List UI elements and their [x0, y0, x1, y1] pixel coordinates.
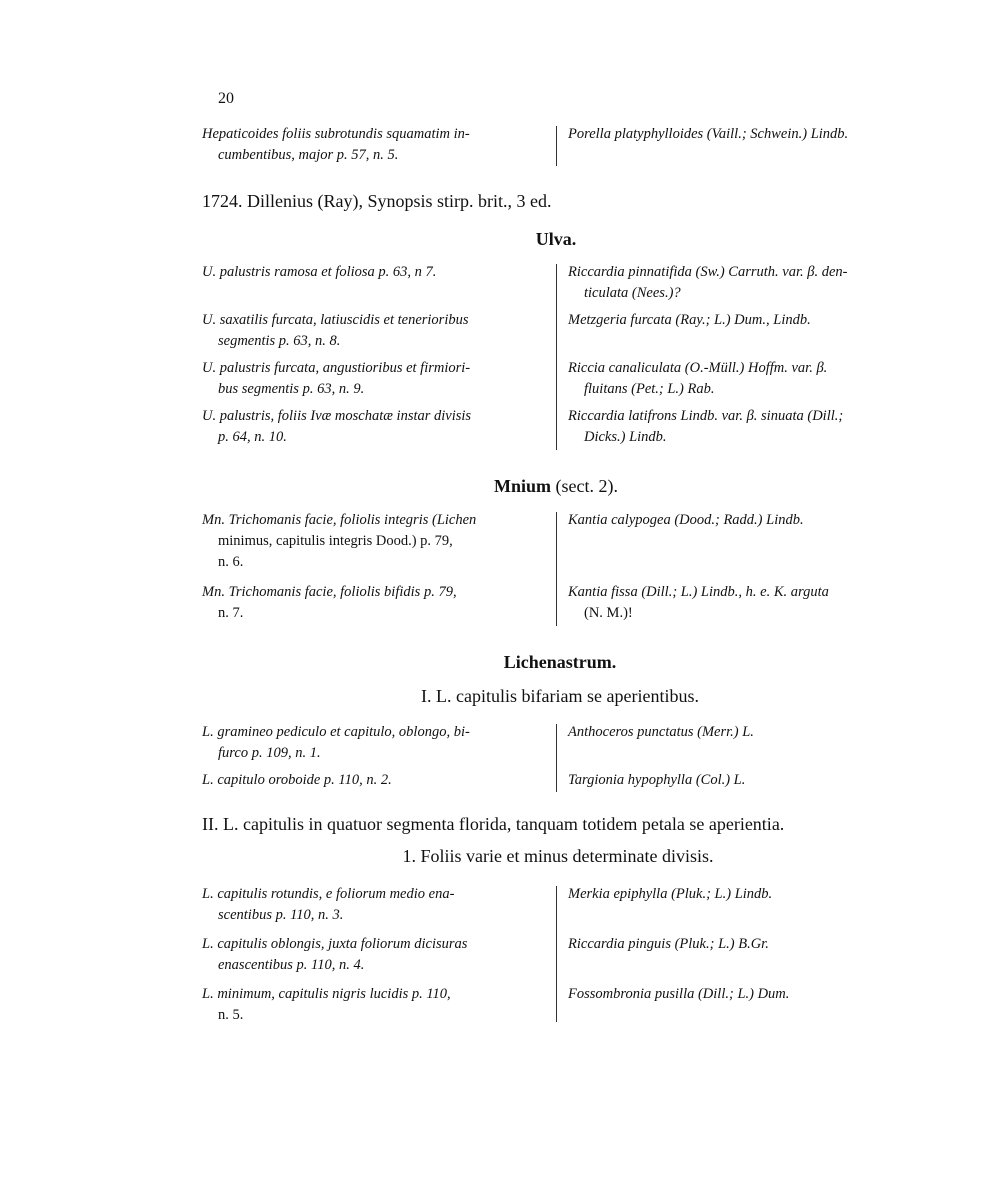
entry-text: scentibus p. 110, n. 3. [218, 907, 344, 923]
entry-left [202, 884, 552, 926]
entry-text: Riccardia pinnatifida (Sw.) Carruth. var. β. den- [568, 264, 848, 280]
entry-left [202, 984, 552, 1026]
entry-right [568, 934, 920, 955]
entry-row [202, 984, 920, 1028]
entry-left [202, 582, 552, 624]
entry-text: L. gramineo pediculo et capitulo, oblongo, bi- [202, 724, 470, 740]
entry-text: L. capitulis oblongis, juxta foliorum dicisuras [202, 936, 468, 952]
entry-row [202, 582, 920, 626]
entry-right [568, 722, 920, 743]
entry-text: Targionia hypophylla (Col.) L. [568, 772, 746, 788]
entry-left [202, 406, 552, 448]
entry-left [202, 358, 552, 400]
section-heading: 1724. Dillenius (Ray), Synopsis stirp. brit., 3 ed. [202, 191, 552, 211]
entry-text: segmentis p. 63, n. 8. [218, 333, 341, 349]
entry-text: Porella platyphylloides (Vaill.; Schwein.) Lindb. [568, 126, 849, 142]
column-divider [556, 264, 557, 450]
entry-row [202, 358, 920, 402]
entry-text: Riccia canaliculata (O.-Müll.) Hoffm. var. β. [568, 360, 828, 376]
entry-row [202, 722, 920, 766]
entry-row [202, 770, 920, 794]
entry-text: bus segmentis p. 63, n. 9. [218, 381, 365, 397]
entry-left [202, 934, 552, 976]
entry-text: Kantia fissa (Dill.; L.) Lindb., h. e. K. arguta [568, 584, 829, 600]
section-title-ulva: Ulva. [535, 229, 577, 249]
entry-text: Hepaticoides foliis subrotundis squamatim in- [202, 126, 470, 142]
entry-text: U. palustris ramosa et foliosa p. 63, n 7. [202, 264, 437, 280]
entry-text: Dicks.) Lindb. [584, 429, 667, 445]
entry-text: p. 64, n. 10. [218, 429, 287, 445]
entry-text: L. minimum, capitulis nigris lucidis p. 110, [202, 986, 451, 1002]
entry-right [568, 984, 920, 1005]
entry-left [202, 124, 552, 166]
entry-text: U. palustris furcata, angustioribus et firmiori- [202, 360, 471, 376]
entry-row [202, 884, 920, 928]
entry-row [202, 124, 920, 168]
entry-text: Merkia epiphylla (Pluk.; L.) Lindb. [568, 886, 773, 902]
entry-text: cumbentibus, major p. 57, n. 5. [218, 147, 399, 163]
entry-text: L. capitulo oroboide p. 110, n. 2. [202, 772, 392, 788]
entry-text: (N. M.)! [584, 605, 633, 621]
entry-text: Mn. Trichomanis facie, foliolis bifidis p. 79, [202, 584, 457, 600]
entry-left [202, 310, 552, 352]
entry-right [568, 406, 920, 448]
entry-text: n. 7. [218, 605, 244, 621]
column-divider [556, 886, 557, 1022]
entry-text: furco p. 109, n. 1. [218, 745, 321, 761]
entry-right [568, 310, 920, 331]
entry-row [202, 510, 920, 574]
entry-row [202, 934, 920, 978]
entry-right [568, 358, 920, 400]
subsection-heading: II. L. capitulis in quatuor segmenta florida, tanquam totidem petala se aperientia. [202, 814, 785, 834]
entry-text: enascentibus p. 110, n. 4. [218, 957, 365, 973]
entry-text: minimus, capitulis integris Dood.) p. 79, [218, 533, 453, 549]
entry-text: n. 5. [218, 1007, 244, 1023]
entry-text: L. capitulis rotundis, e foliorum medio ena- [202, 886, 455, 902]
entry-text: Riccardia latifrons Lindb. var. β. sinuata (Dill.; [568, 408, 844, 424]
section-title-suffix: (sect. 2). [555, 476, 618, 496]
entry-left [202, 722, 552, 764]
entry-text: U. saxatilis furcata, latiuscidis et tenerioribus [202, 312, 469, 328]
subsection-heading: I. L. capitulis bifariam se aperientibus. [421, 686, 699, 706]
entry-text: Metzgeria furcata (Ray.; L.) Dum., Lindb. [568, 312, 811, 328]
entry-right [568, 884, 920, 905]
entry-left [202, 770, 552, 791]
entry-row [202, 262, 920, 306]
entry-text: U. palustris, foliis Ivæ moschatæ instar divisis [202, 408, 472, 424]
entry-text: Kantia calypogea (Dood.; Radd.) Lindb. [568, 512, 804, 528]
column-divider [556, 724, 557, 792]
entry-row [202, 310, 920, 354]
entry-text: n. 6. [218, 554, 244, 570]
entry-right [568, 124, 920, 145]
entry-right [568, 770, 920, 791]
entry-text: Anthoceros punctatus (Merr.) L. [568, 724, 754, 740]
column-divider [556, 512, 557, 626]
subsection-heading: 1. Foliis varie et minus determinate divisis. [402, 846, 714, 866]
section-title-lichenastrum: Lichenastrum. [503, 652, 617, 672]
entry-text: Riccardia pinguis (Pluk.; L.) B.Gr. [568, 936, 769, 952]
entry-right [568, 582, 920, 624]
column-divider [556, 126, 557, 166]
section-title-mnium [494, 476, 618, 497]
entry-row [202, 406, 920, 450]
page-number: 20 [218, 90, 234, 107]
entry-left [202, 262, 552, 283]
entry-left [202, 510, 552, 573]
entry-text: fluitans (Pet.; L.) Rab. [584, 381, 715, 397]
entry-text: ticulata (Nees.)? [584, 285, 681, 301]
entry-text: Mn. Trichomanis facie, foliolis integris (Lichen [202, 512, 477, 528]
entry-right [568, 510, 920, 531]
section-title-text: Mnium [494, 476, 552, 496]
entry-text: Fossombronia pusilla (Dill.; L.) Dum. [568, 986, 790, 1002]
entry-right [568, 262, 920, 304]
